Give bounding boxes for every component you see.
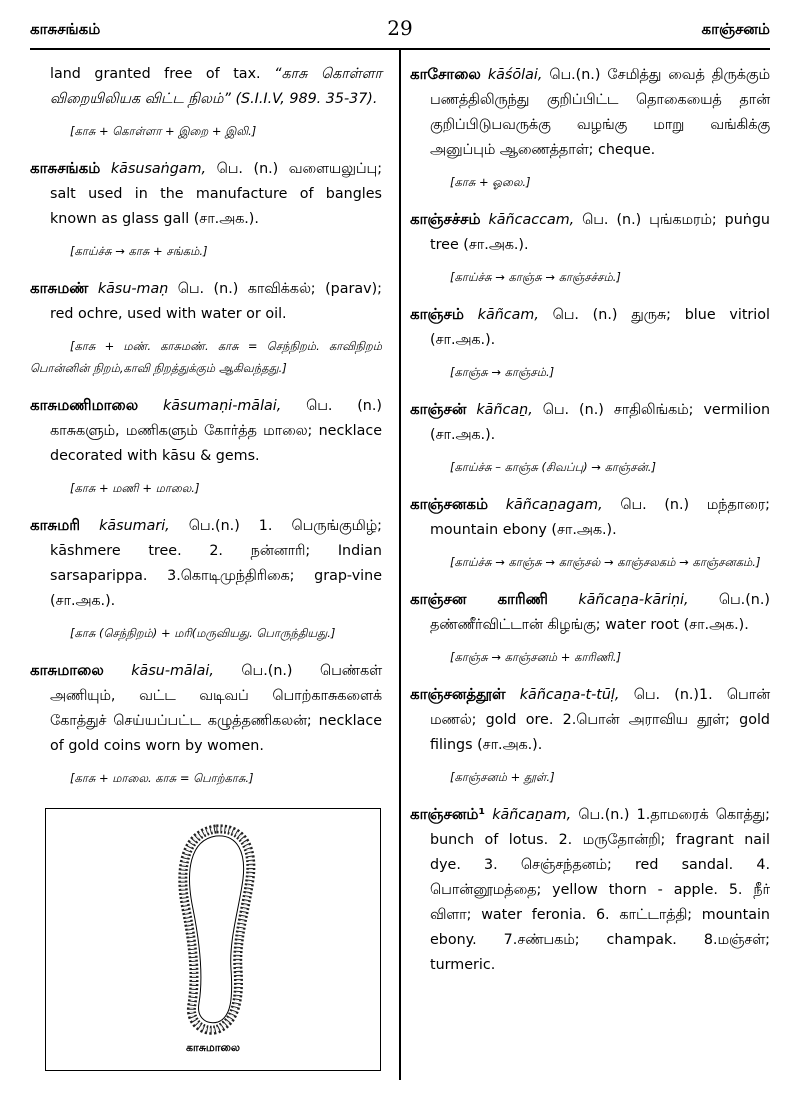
- entry-headword: காஞ்சன்: [410, 400, 467, 418]
- entry-headword: காஞ்சன காரிணி: [410, 590, 548, 608]
- entry-quote: “காசு கொள்ளா விறையிலியக விட்ட நிலம்” (S.I.I.V, 989. 35-37).: [50, 66, 382, 107]
- dictionary-entry: [410, 802, 770, 978]
- entry-etymology: [காஞ்சு → காஞ்சனம் + காரிணி.]: [450, 650, 621, 664]
- entry-headword: காசுமரி: [30, 516, 81, 534]
- entry-etymology: [காசு + மணி + மாலை.]: [70, 481, 200, 495]
- entry-body: பெ. (n.)1. பொன் மணல்; gold ore. 2.பொன் அராவிய தூள்; gold filings (சா.அக.).: [430, 687, 771, 753]
- entry-transliteration: kāsu-mālai,: [131, 663, 214, 679]
- entry-transliteration: kāsumari,: [99, 518, 170, 534]
- entry-body: land granted free of tax.: [50, 66, 275, 82]
- dictionary-entry: [30, 156, 382, 262]
- dictionary-entry: [410, 587, 770, 668]
- dictionary-entry: [30, 62, 382, 142]
- entry-etymology: [காய்ச்சு → காஞ்சு → காஞ்சச்சம்.]: [450, 270, 621, 284]
- entry-etymology: [காய்ச்சு → காஞ்சு → காஞ்சல் → காஞ்சலகம் → காஞ்சனகம்.]: [450, 555, 761, 569]
- entry-body: பெ. (n.) சாதிலிங்கம்; vermilion (சா.அக.).: [430, 402, 770, 443]
- figure-caption: காசுமாலை: [185, 1041, 241, 1054]
- left-column: [30, 62, 382, 803]
- entry-headword: காசுமணிமாலை: [30, 396, 139, 414]
- entry-headword: காஞ்சச்சம்: [410, 210, 481, 228]
- dictionary-entry: [30, 276, 382, 379]
- entry-etymology: [காஞ்சு → காஞ்சம்.]: [450, 365, 555, 379]
- entry-transliteration: kāñcaṉagam,: [505, 497, 603, 513]
- entry-headword: காசுமண்: [30, 279, 89, 297]
- dictionary-entry: [30, 658, 382, 789]
- entry-transliteration: kāsu-maṇ: [97, 281, 169, 297]
- entry-body: பெ.(n.) 1. பெருங்குமிழ்; kāshmere tree. 2. நன்னாரி; Indian sarsaparippa. 3.கொடிமுந்திரிகை; grap-vine (சா.அக.).: [50, 518, 382, 609]
- entry-etymology: [காசு + மாலை. காசு = பொற்காசு.]: [70, 771, 254, 785]
- dictionary-entry: [410, 682, 770, 788]
- entry-transliteration: kāñcaccam,: [488, 212, 575, 228]
- entry-body: பெ. (n.) மந்தாரை; mountain ebony (சா.அக.).: [430, 497, 770, 538]
- entry-body: பெ. (n.) புங்கமரம்; puṅgu tree (சா.அக.).: [430, 212, 770, 253]
- entry-body: பெ.(n.) சேமித்து வைத் திருக்கும் பணத்திலிருந்து குறிப்பிட்ட தொகையைத் தான் குறிப்பிடுபவருக்கு வழங்கு மாறு வங்கிக்கு அனுப்பும் ஆணைத்தாள்; cheque.: [430, 67, 770, 158]
- coin-necklace-illustration: [156, 819, 276, 1039]
- entry-transliteration: kāñcaṉa-kāriṇi,: [578, 592, 689, 608]
- entry-headword: காசோலை: [410, 65, 481, 83]
- entry-headword: காசுமாலை: [30, 661, 104, 679]
- right-column: [410, 62, 770, 992]
- entry-etymology: [காசு + ஓலை.]: [450, 175, 531, 189]
- dictionary-entry: [410, 207, 770, 288]
- page-header: [30, 12, 770, 46]
- entry-body: பெ. (n.) துருசு; blue vitriol (சா.அக.).: [430, 307, 770, 348]
- entry-transliteration: kāsumaṇi-mālai,: [162, 398, 282, 414]
- entry-headword: காஞ்சனத்தூள்: [410, 685, 506, 703]
- entry-transliteration: kāñcam,: [477, 307, 539, 323]
- dictionary-entry: [410, 492, 770, 573]
- entry-body: பெ.(n.) 1.தாமரைக் கொத்து; bunch of lotus. 2. மருதோன்றி; fragrant nail dye. 3. செஞ்சந்தனம்; red sandal. 4. பொன்னூமத்தை; yellow thorn - apple. 5. நீர் விளா; water feronia. 6. காட்டாத்தி; mountain ebony. 7.சண்பகம்; champak. 8.மஞ்சள்; turmeric.: [430, 807, 771, 973]
- necklace-figure: [45, 808, 381, 1071]
- header-right-guideword: காஞ்சனம்: [701, 20, 770, 38]
- entry-headword: காஞ்சம்: [410, 305, 464, 323]
- entry-headword: காஞ்சனம்¹: [410, 805, 486, 823]
- entry-transliteration: kāñcaṉam,: [492, 807, 572, 823]
- entry-body: பெ. (n.) காசுகளும், மணிகளும் கோர்த்த மாலை; necklace decorated with kāsu & gems.: [50, 398, 382, 464]
- page-number: 29: [387, 16, 413, 40]
- entry-body: பெ.(n.) பெண்கள் அணியும், வட்ட வடிவப் பொற்காசுகளைக் கோத்துச் செய்யப்பட்ட கழுத்தணிகலன்; necklace of gold coins worn by women.: [50, 663, 382, 754]
- entry-body: பெ. (n.) வளையலுப்பு; salt used in the manufacture of bangles known as glass gall (சா.அக.).: [50, 161, 383, 227]
- entry-transliteration: kāñcaṉ,: [476, 402, 533, 418]
- entry-transliteration: kāśōlai,: [487, 67, 543, 83]
- entry-body: பெ. (n.) காவிக்கல்; (parav); red ochre, used with water or oil.: [50, 281, 383, 322]
- entry-etymology: [காய்ச்சு – காஞ்சு (சிவப்பு) → காஞ்சன்.]: [450, 460, 656, 474]
- dictionary-entry: [410, 302, 770, 383]
- dictionary-entry: [30, 513, 382, 644]
- dictionary-entry: [30, 393, 382, 499]
- dictionary-entry: [410, 397, 770, 478]
- header-left-guideword: காசுசங்கம்: [30, 20, 101, 38]
- entry-etymology: [காய்ச்சு → காசு + சங்கம்.]: [70, 244, 208, 258]
- column-divider: [399, 50, 401, 1080]
- entry-etymology: [காசு + மண். காசுமண். காசு = செந்நிறம். காவிநிறம் பொன்னின் நிறம்,காவி நிறத்துக்கும் ஆகிவந்தது.]: [30, 339, 382, 375]
- dictionary-entry: [410, 62, 770, 193]
- entry-etymology: [காசு (செந்நிறம்) + மரி(மருவியது. பொருந்தியது.]: [70, 626, 336, 640]
- entry-body: பெ.(n.) தண்ணீர்விட்டான் கிழங்கு; water root (சா.அக.).: [430, 592, 770, 633]
- entry-headword: காஞ்சனகம்: [410, 495, 489, 513]
- entry-etymology: [காஞ்சனம் + தூள்.]: [450, 770, 555, 784]
- entry-transliteration: kāsusaṅgam,: [110, 161, 207, 177]
- entry-transliteration: kāñcaṉa-t-tūḷ,: [519, 687, 620, 703]
- entry-etymology: [காசு + கொள்ளா + இறை + இலி.]: [70, 124, 257, 138]
- entry-headword: காசுசங்கம்: [30, 159, 101, 177]
